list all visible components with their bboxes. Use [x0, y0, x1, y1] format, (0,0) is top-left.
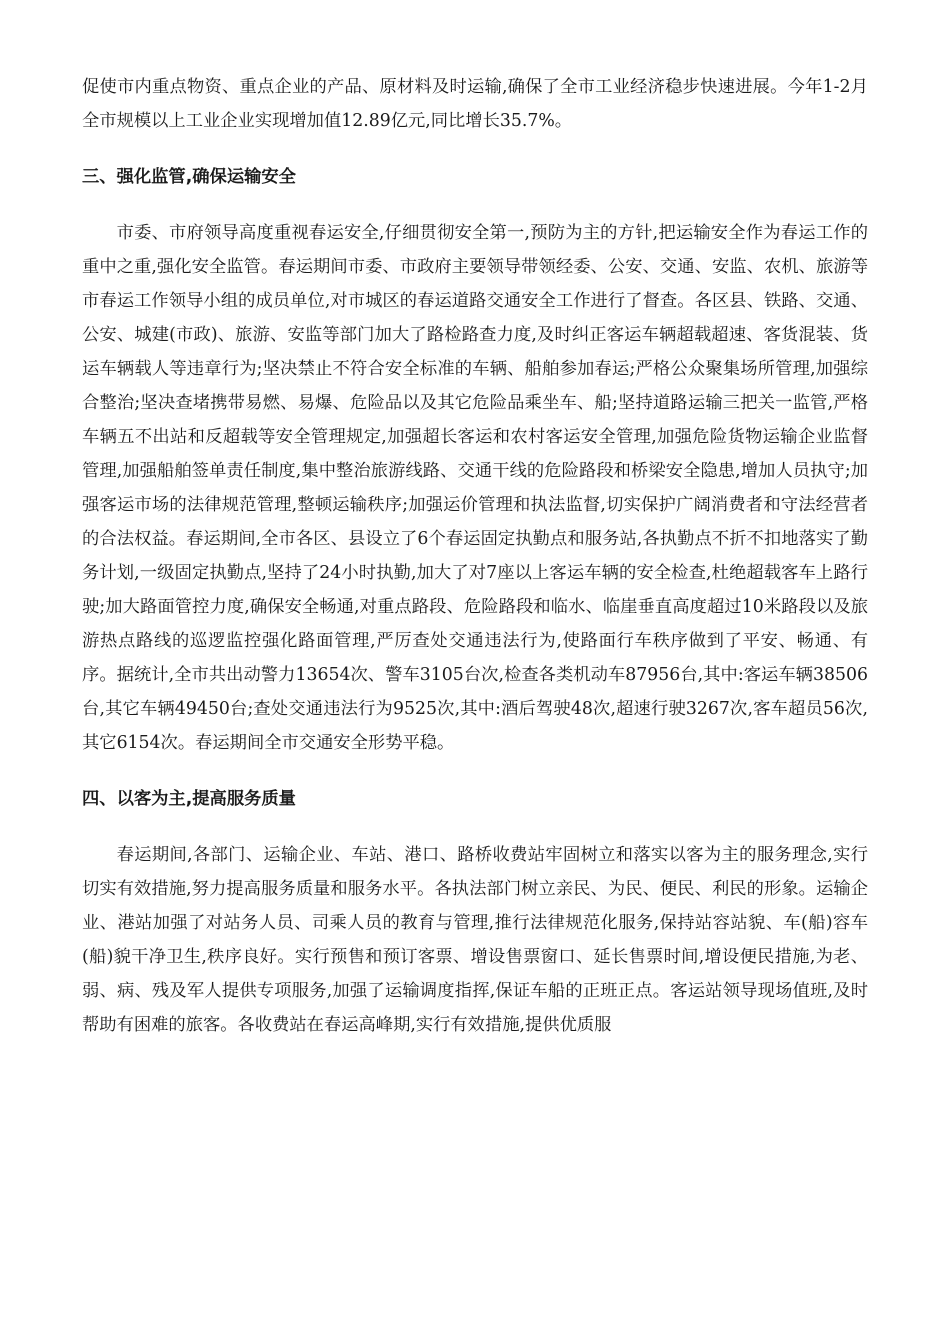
- section-3-heading: 三、强化监管,确保运输安全: [82, 167, 296, 187]
- intro-paragraph: 促使市内重点物资、重点企业的产品、原材料及时运输,确保了全市工业经济稳步快速进展。今年1-2月全市规模以上工业企业实现增加值12.89亿元,同比增长35.7%。: [82, 77, 868, 131]
- section-4-heading: 四、以客为主,提高服务质量: [82, 789, 296, 809]
- section-3-paragraph: 市委、市府领导高度重视春运安全,仔细贯彻安全第一,预防为主的方针,把运输安全作为春运工作的重中之重,强化安全监管。春运期间市委、市政府主要领导带领经委、公安、交通、安监、农机、旅游等市春运工作领导小组的成员单位,对市城区的春运道路交通安全工作进行了督查。各区县、铁路、交通、公安、城建(市政)、旅游、安监等部门加大了路检路查力度,及时纠正客运车辆超载超速、客货混装、货运车辆载人等违章行为;坚决禁止不符合安全标准的车辆、船舶参加春运;严格公众聚集场所管理,加强综合整治;坚决查堵携带易燃、易爆、危险品以及其它危险品乘坐车、船;坚持道路运输三把关一监管,严格车辆五不出站和反超载等安全管理规定,加强超长客运和农村客运安全管理,加强危险货物运输企业监督管理,加强船舶签单责任制度,集中整治旅游线路、交通干线的危险路段和桥梁安全隐患,增加人员执守;加强客运市场的法律规范管理,整顿运输秩序;加强运价管理和执法监督,切实保护广阔消费者和守法经营者的合法权益。春运期间,全市各区、县设立了6个春运固定执勤点和服务站,各执勤点不折不扣地落实了勤务计划,一级固定执勤点,坚持了24小时执勤,加大了对7座以上客运车辆的安全检查,杜绝超载客车上路行驶;加大路面管控力度,确保安全畅通,对重点路段、危险路段和临水、临崖垂直高度超过10米路段以及旅游热点路线的巡逻监控强化路面管理,严厉查处交通违法行为,使路面行车秩序做到了平安、畅通、有序。据统计,全市共出动警力13654次、警车3105台次,检查各类机动车87956台,其中:客运车辆38506台,其它车辆49450台;查处交通违法行为9525次,其中:酒后驾驶48次,超速行驶3267次,客车超员56次,其它6154次。春运期间全市交通安全形势平稳。: [82, 223, 868, 753]
- section-4-paragraph: 春运期间,各部门、运输企业、车站、港口、路桥收费站牢固树立和落实以客为主的服务理念,实行切实有效措施,努力提高服务质量和服务水平。各执法部门树立亲民、为民、便民、利民的形象。运输企业、港站加强了对站务人员、司乘人员的教育与管理,推行法律规范化服务,保持站容站貌、车(船)容车(船)貌干净卫生,秩序良好。实行预售和预订客票、增设售票窗口、延长售票时间,增设便民措施,为老、弱、病、残及军人提供专项服务,加强了运输调度指挥,保证车船的正班正点。客运站领导现场值班,及时帮助有困难的旅客。各收费站在春运高峰期,实行有效措施,提供优质服: [82, 845, 868, 1035]
- document-page: [82, 70, 868, 1042]
